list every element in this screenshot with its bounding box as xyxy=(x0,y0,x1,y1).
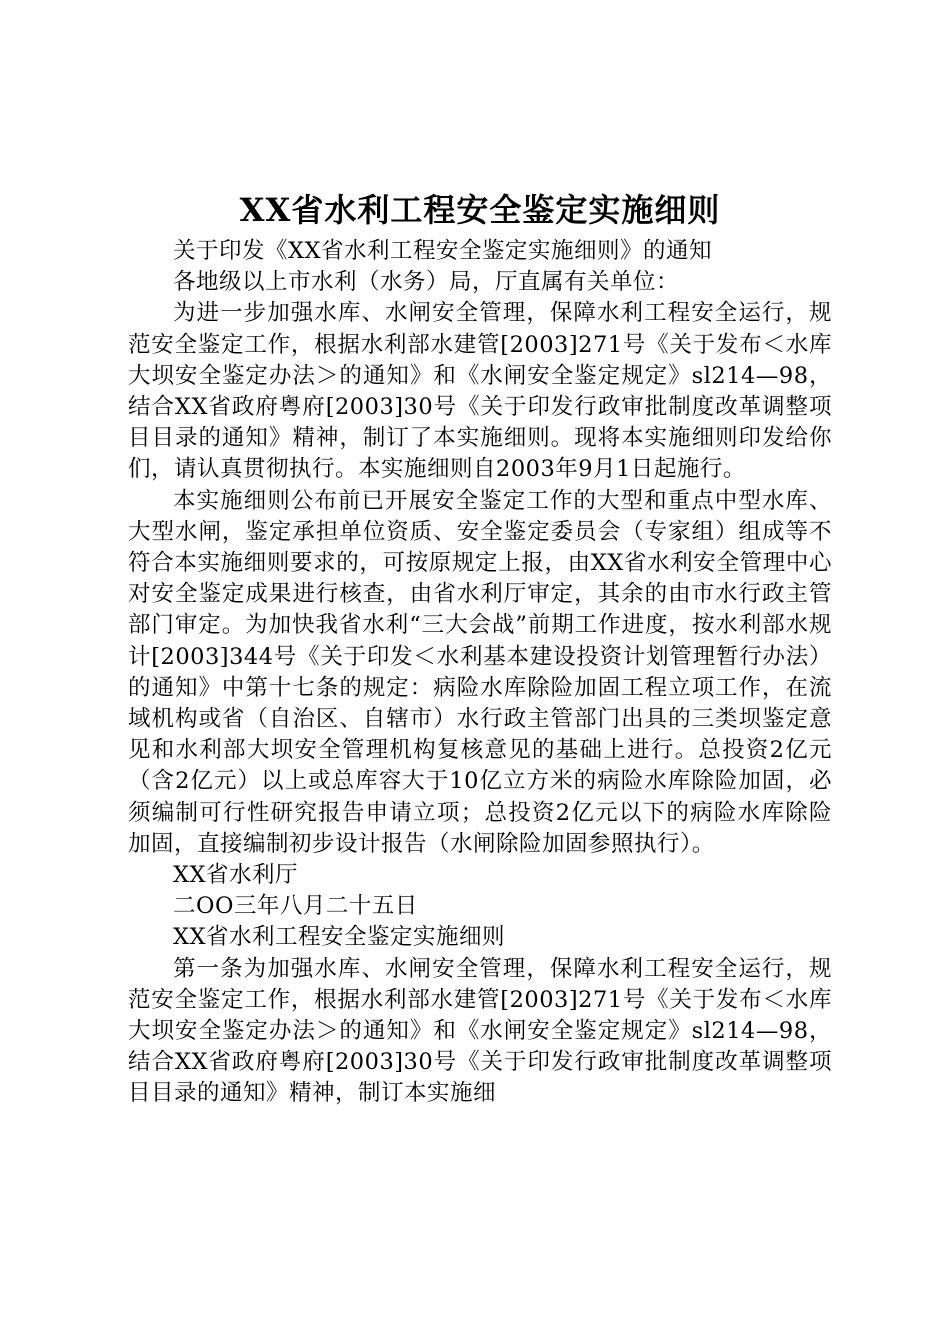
document-title: XX省水利工程安全鉴定实施细则 xyxy=(239,191,721,229)
body-paragraph: 为进一步加强水库、水闸安全管理，保障水利工程安全运行，规范安全鉴定工作，根据水利部水建管[2003]271号《关于发布＜水库大坝安全鉴定办法＞的通知》和《水闸安全鉴定规定》sl214—98，结合XX省政府粤府[2003]30号《关于印发行政审批制度改革调整项目目录的通知》精神，制订了本实施细则。现将本实施细则印发给你们，请认真贯彻执行。本实施细则自2003年9月1日起施行。 xyxy=(128,300,832,483)
notice-heading: 关于印发《XX省水利工程安全鉴定实施细则》的通知 xyxy=(173,238,713,264)
section-heading: XX省水利工程安全鉴定实施细则 xyxy=(173,924,506,951)
body-paragraph: 本实施细则公布前已开展安全鉴定工作的大型和重点中型水库、大型水闸，鉴定承担单位资质、安全鉴定委员会（专家组）组成等不符合本实施细则要求的，可按原规定上报，由XX省水利安全管理中心对安全鉴定成果进行核查，由省水利厅审定，其余的由市水行政主管部门审定。为加快我省水利“三大会战”前期工作进度，按水利部水规计[2003]344号《关于印发＜水利基本建设投资计划管理暂行办法）的通知》中第十七条的规定：病险水库除险加固工程立项工作，在流域机构或省（自治区、自辖市）水行政主管部门出具的三类坝鉴定意见和水利部大坝安全管理机构复核意见的基础上进行。总投资2亿元（含2亿元）以上或总库容大于10亿立方米的病险水库除险加固，必须编制可行性研究报告申请立项；总投资2亿元以下的病险水库除险加固，直接编制初步设计报告（水闸除险加固参照执行）。 xyxy=(128,487,832,857)
document-page xyxy=(128,186,832,1110)
article-paragraph: 第一条为加强水库、水闸安全管理，保障水利工程安全运行，规范安全鉴定工作，根据水利部水建管[2003]271号《关于发布＜水库大坝安全鉴定办法＞的通知》和《水闸安全鉴定规定》sl214—98，结合XX省政府粤府[2003]30号《关于印发行政审批制度改革调整项目目录的通知》精神，制订本实施细 xyxy=(128,955,832,1107)
issuer-signature: XX省水利厅 xyxy=(173,862,299,889)
addressee-line: 各地级以上市水利（水务）局，厅直属有关单位： xyxy=(173,269,680,296)
issue-date: 二OO三年八月二十五日 xyxy=(173,893,418,920)
